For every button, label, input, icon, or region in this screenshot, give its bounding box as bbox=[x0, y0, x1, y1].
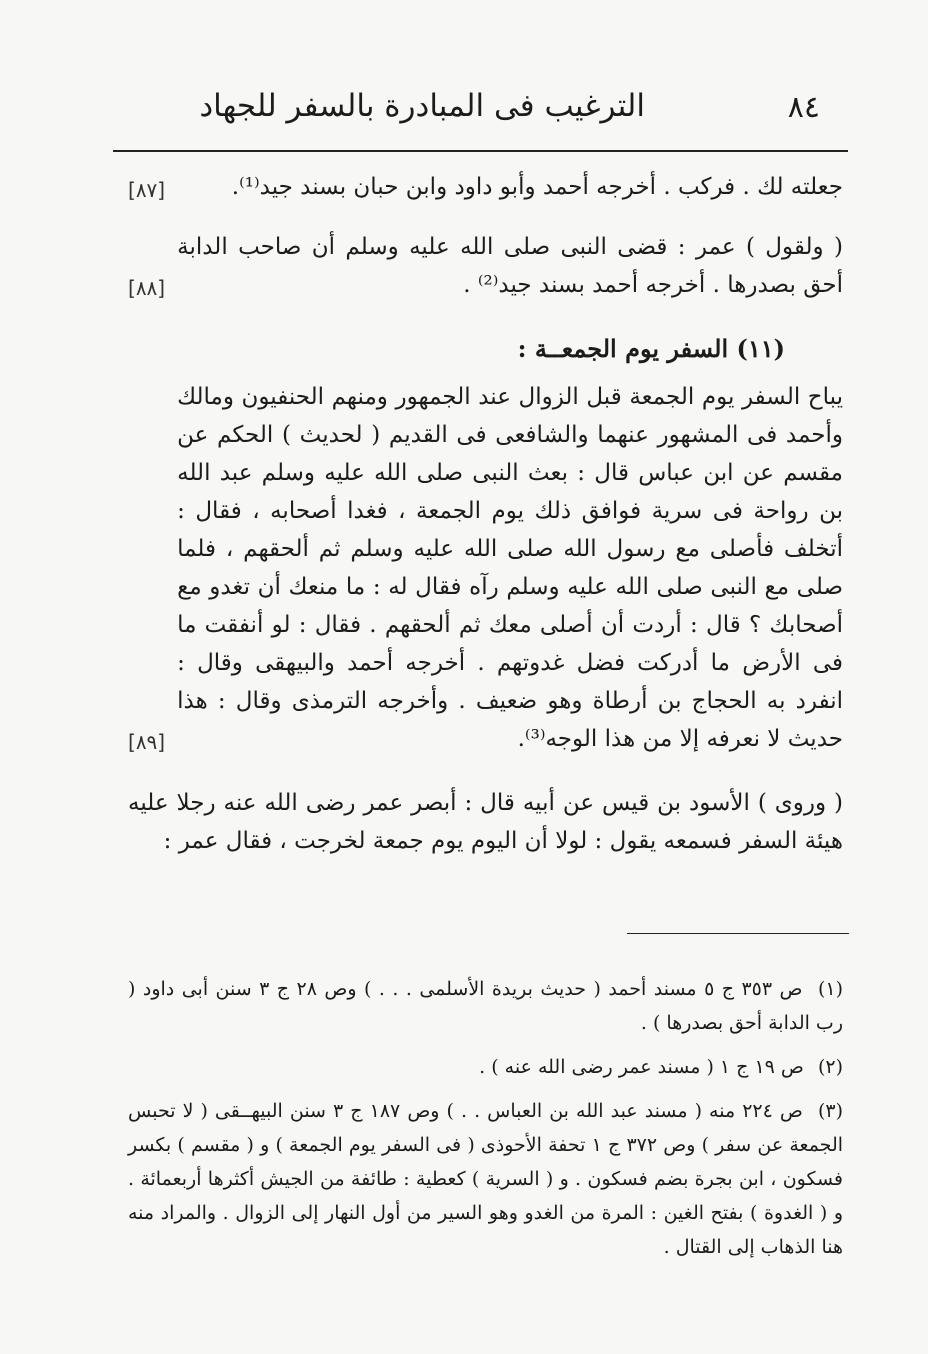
footnotes bbox=[128, 972, 843, 1274]
paragraph-text: ( وروى ) الأسود بن قيس عن أبيه قال : أبصر عمر رضى الله عنه رجلا عليه هيئة السفر فسمعه يقول : لولا أن اليوم يوم جمعة لخرجت ، فقال عمر : bbox=[128, 790, 843, 854]
footnote bbox=[128, 1094, 843, 1264]
footnote-text: ص ٣٥٣ ج ٥ مسند أحمد ( حديث بريدة الأسلمى . . . ) وص ٢٨ ج ٣ سنن أبى داود ( رب الدابة أحق بصدرها ) . bbox=[128, 978, 843, 1034]
footnote-text: ص ٢٢٤ منه ( مسند عبد الله بن العباس . . ) وص ١٨٧ ج ٣ سنن البيهــقى ( لا تحبس الجمعة عن سفر ) وص ٣٧٢ ج ١ تحفة الأحوذى ( فى السفر يوم الجمعة ) و ( مقسم ) بكسر فسكون ، ابن بجرة بضم فسكون . و ( السرية ) كعطية : طائفة من الجيش أكثرها أربعمائة . و ( الغدوة ) بفتح الغين : المرة من الغدو وهو السير من أول النهار إلى الزوال . والمراد منه هنا الذهاب إلى القتال . bbox=[128, 1100, 844, 1258]
paragraph-88 bbox=[128, 228, 843, 304]
footnote-number: (١) bbox=[817, 978, 844, 1000]
paragraph-text: ( ولقول ) عمر : قضى النبى صلى الله عليه وسلم أن صاحب الدابة أحق بصدرها . أخرجه أحمد بسند جيد⁽²⁾ . bbox=[177, 234, 843, 298]
header-rule bbox=[113, 150, 848, 152]
hadith-number-marker: [٨٨] bbox=[128, 276, 166, 300]
paragraph-87 bbox=[128, 168, 843, 206]
section-heading: (١١) السفر يوم الجمعــة : bbox=[517, 334, 785, 363]
hadith-number-marker: [٨٧] bbox=[128, 178, 166, 202]
footnote-divider bbox=[627, 933, 849, 934]
running-title: الترغيب فى المبادرة بالسفر للجهاد bbox=[199, 88, 645, 124]
hadith-number-marker: [٨٩] bbox=[128, 730, 166, 754]
paragraph-89 bbox=[128, 378, 843, 758]
footnote-number: (٣) bbox=[817, 1100, 843, 1122]
footnote bbox=[128, 1050, 843, 1084]
paragraph-text: جعلته لك . فركب . أخرجه أحمد وأبو داود وابن حبان بسند جيد⁽¹⁾. bbox=[231, 174, 843, 200]
page-number: ٨٤ bbox=[787, 90, 820, 125]
main-text bbox=[128, 168, 843, 860]
footnote-number: (٢) bbox=[817, 1056, 843, 1078]
page-header bbox=[100, 88, 820, 138]
paragraph-text: يباح السفر يوم الجمعة قبل الزوال عند الجمهور ومنهم الحنفيون ومالك وأحمد فى المشهور عنهما والشافعى فى القديم ( لحديث ) الحكم عن مقسم عن ابن عباس قال : بعث النبى صلى الله عليه وسلم عبد الله بن رواحة فى سرية فوافق ذلك يوم الجمعة ، فغدا أصحابه ، فقال : أتخلف فأصلى مع رسول الله صلى الله عليه وسلم ثم ألحقهم ، فلما صلى مع النبى صلى الله عليه وسلم رآه فقال له : ما منعك أن تغدو مع أصحابك ؟ قال : أردت أن أصلى معك ثم ألحقهم . فقال : لو أنفقت ما فى الأرض ما أدركت فضل غدوتهم . أخرجه أحمد والبيهقى وقال : انفرد به الحجاج بن أرطاة وهو ضعيف . وأخرجه الترمذى وقال : هذا حديث لا نعرفه إلا من هذا الوجه⁽³⁾. bbox=[177, 384, 843, 752]
footnote-text: ص ١٩ ج ١ ( مسند عمر رضى الله عنه ) . bbox=[479, 1056, 804, 1078]
footnote bbox=[128, 972, 843, 1040]
